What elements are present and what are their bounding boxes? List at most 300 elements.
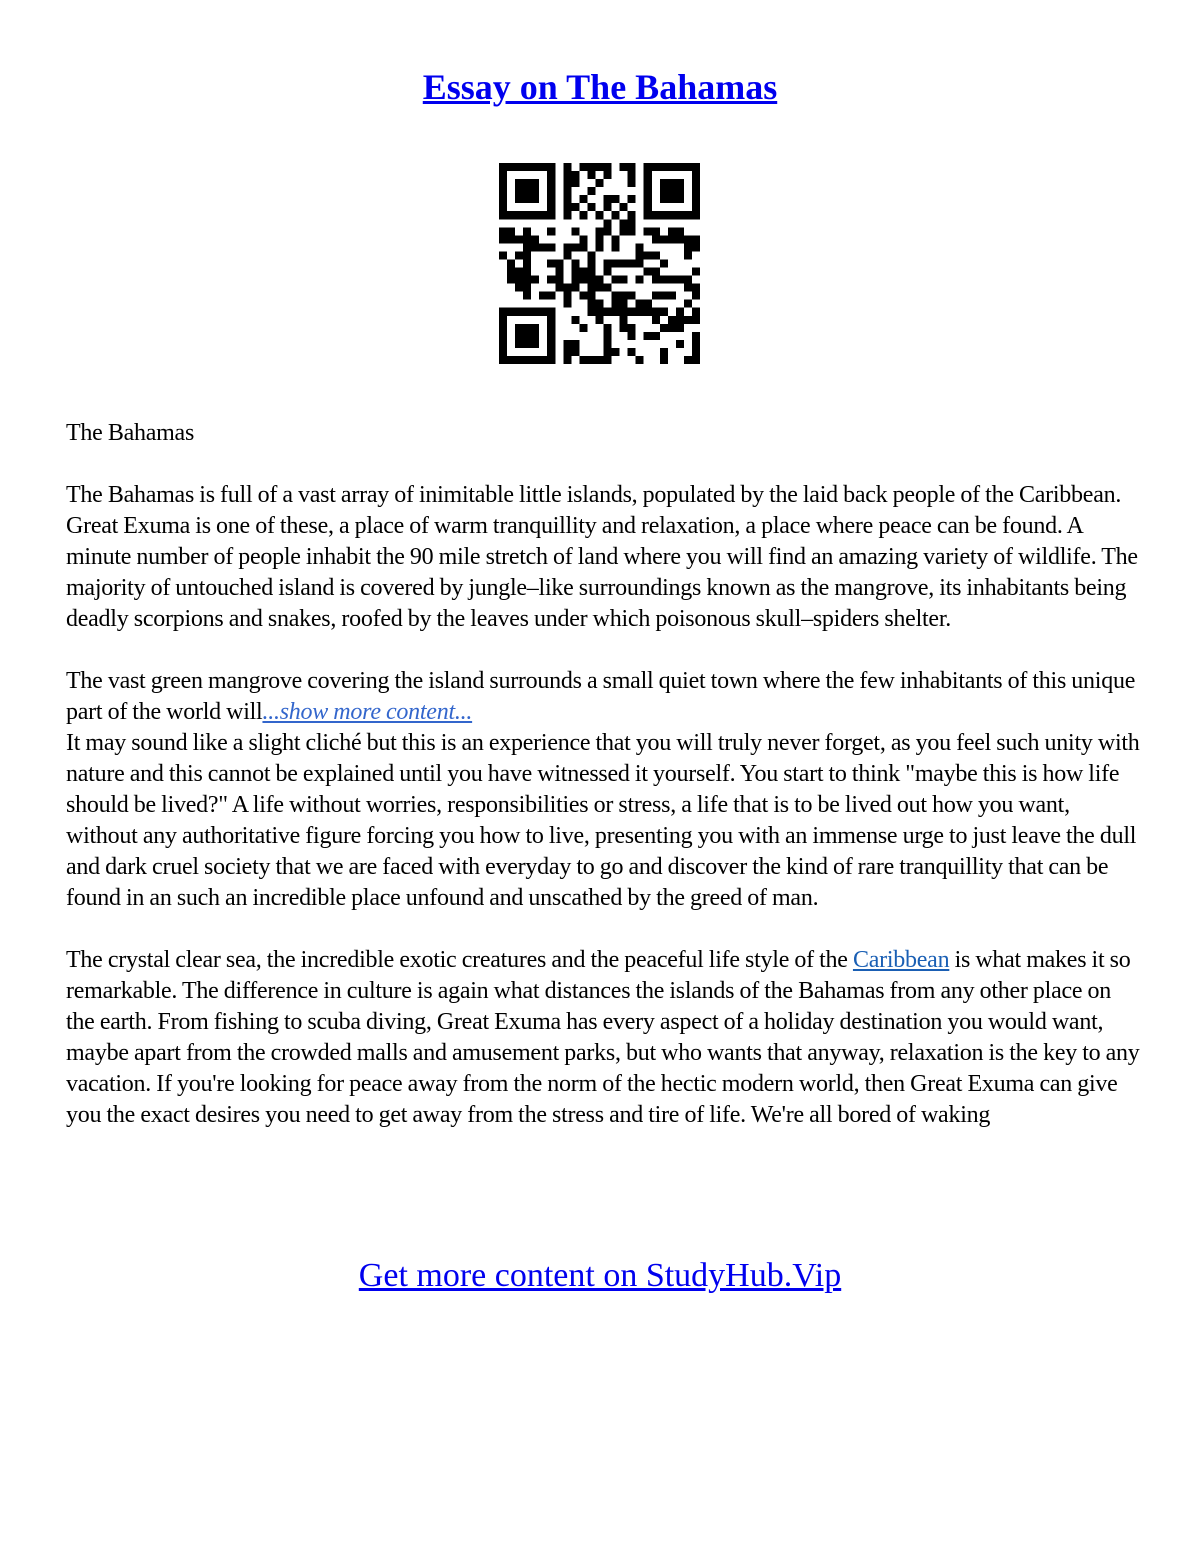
qr-module [571, 348, 579, 356]
qr-module [684, 316, 692, 324]
qr-module [579, 324, 587, 332]
qr-module [652, 316, 660, 324]
qr-module [547, 292, 555, 300]
qr-module [515, 324, 523, 332]
qr-module [660, 235, 668, 243]
qr-module [523, 284, 531, 292]
qr-module [499, 356, 507, 364]
qr-module [644, 251, 652, 259]
qr-module [676, 211, 684, 219]
qr-module [587, 300, 595, 308]
qr-module [676, 276, 684, 284]
qr-module [547, 171, 555, 179]
qr-module [684, 211, 692, 219]
qr-module [507, 211, 515, 219]
qr-module [515, 251, 523, 259]
qr-module [604, 203, 612, 211]
qr-module [515, 268, 523, 276]
qr-module [515, 284, 523, 292]
qr-module [499, 316, 507, 324]
qr-module [612, 292, 620, 300]
qr-module [523, 251, 531, 259]
qr-module [684, 251, 692, 259]
qr-module [676, 179, 684, 187]
qr-module [579, 276, 587, 284]
qr-module [579, 292, 587, 300]
qr-module [499, 227, 507, 235]
qr-module [644, 187, 652, 195]
qr-module [612, 211, 620, 219]
qr-module [660, 195, 668, 203]
qr-module [620, 259, 628, 267]
qr-module [676, 308, 684, 316]
qr-module [652, 268, 660, 276]
qr-module [539, 292, 547, 300]
qr-module [644, 203, 652, 211]
qr-module [531, 340, 539, 348]
qr-module [684, 163, 692, 171]
qr-module [499, 171, 507, 179]
qr-module [507, 276, 515, 284]
qr-module [523, 163, 531, 171]
qr-module [660, 356, 668, 364]
qr-module [531, 163, 539, 171]
qr-module [587, 276, 595, 284]
qr-module [547, 243, 555, 251]
qr-module [595, 179, 603, 187]
qr-module [531, 324, 539, 332]
qr-module [692, 292, 700, 300]
paragraph-4-start: The crystal clear sea, the incredible exotic creatures and the peaceful life style of the [66, 947, 848, 973]
show-more-link[interactable]: ...show more content... [262, 699, 473, 725]
qr-module [644, 300, 652, 308]
qr-module [620, 292, 628, 300]
qr-module [595, 211, 603, 219]
qr-module [547, 203, 555, 211]
qr-module [507, 356, 515, 364]
qr-module [555, 276, 563, 284]
qr-module [531, 187, 539, 195]
qr-module [523, 243, 531, 251]
qr-module [676, 195, 684, 203]
qr-module [612, 235, 620, 243]
qr-module [676, 227, 684, 235]
qr-module [579, 163, 587, 171]
qr-module [668, 163, 676, 171]
qr-module [620, 316, 628, 324]
qr-module [660, 259, 668, 267]
qr-module [587, 284, 595, 292]
qr-module [644, 268, 652, 276]
qr-module [515, 308, 523, 316]
qr-module [660, 292, 668, 300]
qr-module [515, 340, 523, 348]
qr-module [563, 179, 571, 187]
qr-module [507, 259, 515, 267]
qr-module [595, 235, 603, 243]
qr-module [563, 211, 571, 219]
qr-module [587, 171, 595, 179]
qr-module [571, 203, 579, 211]
qr-module [668, 179, 676, 187]
qr-module [579, 211, 587, 219]
qr-module [636, 251, 644, 259]
qr-module [579, 268, 587, 276]
studyhub-link[interactable]: Get more content on StudyHub.Vip [358, 1257, 842, 1294]
qr-module [499, 235, 507, 243]
qr-module [668, 211, 676, 219]
qr-module [547, 324, 555, 332]
qr-module [604, 195, 612, 203]
qr-module [604, 219, 612, 227]
qr-module [604, 332, 612, 340]
qr-module [604, 268, 612, 276]
qr-module [571, 316, 579, 324]
qr-module [523, 308, 531, 316]
qr-module [612, 300, 620, 308]
qr-module [595, 284, 603, 292]
qr-module [531, 356, 539, 364]
qr-module [692, 195, 700, 203]
qr-module [652, 251, 660, 259]
essay-body [66, 418, 1141, 1162]
qr-module [587, 356, 595, 364]
qr-module [563, 356, 571, 364]
qr-module [668, 235, 676, 243]
caribbean-link[interactable]: Caribbean [852, 947, 950, 973]
qr-module [604, 259, 612, 267]
qr-module [692, 348, 700, 356]
qr-module [563, 195, 571, 203]
qr-module [523, 332, 531, 340]
qr-module [595, 316, 603, 324]
qr-module [660, 187, 668, 195]
qr-module [563, 348, 571, 356]
qr-module [660, 276, 668, 284]
qr-module [539, 163, 547, 171]
qr-module [692, 243, 700, 251]
qr-module [523, 268, 531, 276]
qr-module [563, 284, 571, 292]
qr-module [595, 243, 603, 251]
qr-module [579, 243, 587, 251]
qr-module [628, 227, 636, 235]
qr-module [684, 235, 692, 243]
qr-module [604, 163, 612, 171]
qr-module [684, 284, 692, 292]
qr-module [531, 211, 539, 219]
qr-module [531, 179, 539, 187]
qr-module [587, 268, 595, 276]
qr-module [499, 203, 507, 211]
qr-module [636, 300, 644, 308]
qr-module [523, 356, 531, 364]
qr-module [523, 292, 531, 300]
qr-module [547, 179, 555, 187]
qr-module [555, 268, 563, 276]
qr-module [652, 227, 660, 235]
qr-module [620, 324, 628, 332]
qr-module [604, 227, 612, 235]
qr-module [531, 235, 539, 243]
qr-module [692, 179, 700, 187]
qr-module [499, 163, 507, 171]
qr-module [620, 203, 628, 211]
qr-module [595, 356, 603, 364]
qr-module [587, 187, 595, 195]
qr-module [563, 163, 571, 171]
qr-module [676, 340, 684, 348]
qr-module [547, 356, 555, 364]
qr-module [499, 324, 507, 332]
qr-module [644, 227, 652, 235]
qr-module [652, 211, 660, 219]
qr-module [563, 203, 571, 211]
qr-module [692, 171, 700, 179]
qr-module [507, 163, 515, 171]
qr-module [515, 356, 523, 364]
qr-module [547, 340, 555, 348]
paragraph-4 [66, 945, 1141, 1131]
qr-module [636, 276, 644, 284]
qr-module [676, 163, 684, 171]
qr-module [660, 179, 668, 187]
qr-module [531, 195, 539, 203]
paragraph-2-text: The vast green mangrove covering the island surrounds a small quiet town where the few inhabitants of this unique part of the world will [66, 668, 1136, 725]
qr-module [620, 163, 628, 171]
qr-module [668, 227, 676, 235]
qr-module [547, 163, 555, 171]
qr-module [628, 332, 636, 340]
qr-module [595, 227, 603, 235]
qr-module [628, 259, 636, 267]
qr-module [523, 211, 531, 219]
qr-module [628, 308, 636, 316]
qr-module [644, 179, 652, 187]
qr-module [620, 300, 628, 308]
qr-module [523, 179, 531, 187]
qr-module [604, 308, 612, 316]
paragraph-4-end: is what makes it so remarkable. The difference in culture is again what distances the islands of the Bahamas from any other place on the earth. From fishing to scuba diving, Great Exuma has every aspect of a holiday destination you would want, maybe apart from the crowded malls and amusement parks, but who wants that anyway, relaxation is the key to any vacation. If you're looking for peace away from the norm of the hectic modern world, then Great Exuma can give you the exact desires you need to get away from the stress and tire of life. We're all bored of waking [66, 947, 1140, 1128]
qr-module [515, 179, 523, 187]
qr-module [628, 163, 636, 171]
qr-module [692, 163, 700, 171]
qr-module [604, 340, 612, 348]
qr-module [692, 316, 700, 324]
qr-module [676, 324, 684, 332]
qr-module [604, 171, 612, 179]
qr-module [652, 276, 660, 284]
qr-module [563, 187, 571, 195]
qr-module [587, 163, 595, 171]
page-title [0, 64, 1200, 110]
qr-module [515, 276, 523, 284]
qr-module [515, 211, 523, 219]
qr-module [676, 316, 684, 324]
qr-module [692, 340, 700, 348]
qr-module [644, 195, 652, 203]
qr-module [692, 308, 700, 316]
qr-module [604, 284, 612, 292]
qr-module [612, 276, 620, 284]
qr-module [612, 195, 620, 203]
qr-module [547, 308, 555, 316]
qr-module [684, 356, 692, 364]
qr-module [523, 259, 531, 267]
qr-module [604, 324, 612, 332]
qr-module [555, 284, 563, 292]
qr-module [644, 171, 652, 179]
qr-module [571, 259, 579, 267]
qr-module [628, 292, 636, 300]
qr-module [547, 348, 555, 356]
qr-module [644, 332, 652, 340]
qr-module [563, 300, 571, 308]
qr-module [628, 195, 636, 203]
qr-module [612, 308, 620, 316]
essay-heading: The Bahamas [66, 420, 195, 446]
qr-module [660, 348, 668, 356]
qr-module [620, 227, 628, 235]
qr-module [547, 276, 555, 284]
qr-module [571, 171, 579, 179]
qr-module [692, 203, 700, 211]
qr-module [531, 308, 539, 316]
qr-module [628, 171, 636, 179]
qr-module [628, 324, 636, 332]
qr-module [652, 292, 660, 300]
qr-code-icon [499, 163, 700, 364]
qr-module [531, 243, 539, 251]
qr-module [587, 292, 595, 300]
qr-module [523, 227, 531, 235]
qr-module [539, 243, 547, 251]
qr-module [652, 308, 660, 316]
qr-module [692, 268, 700, 276]
qr-module [547, 332, 555, 340]
qr-module [523, 276, 531, 284]
qr-module [628, 348, 636, 356]
qr-module [636, 259, 644, 267]
qr-module [692, 235, 700, 243]
qr-module [668, 292, 676, 300]
qr-module [515, 332, 523, 340]
qr-module [523, 324, 531, 332]
qr-module [507, 308, 515, 316]
qr-module [604, 356, 612, 364]
qr-module [499, 332, 507, 340]
qr-module [652, 332, 660, 340]
qr-module [668, 324, 676, 332]
qr-module [595, 163, 603, 171]
qr-module [636, 356, 644, 364]
qr-module [660, 163, 668, 171]
qr-module [676, 235, 684, 243]
qr-module [587, 308, 595, 316]
qr-module [692, 187, 700, 195]
qr-module [668, 276, 676, 284]
qr-module [660, 308, 668, 316]
qr-module [499, 179, 507, 187]
qr-module [539, 356, 547, 364]
qr-module [628, 179, 636, 187]
qr-module [636, 308, 644, 316]
qr-module [660, 211, 668, 219]
qr-module [571, 276, 579, 284]
qr-module [499, 211, 507, 219]
qr-module [684, 276, 692, 284]
qr-module [563, 251, 571, 259]
qr-module [612, 348, 620, 356]
qr-module [571, 268, 579, 276]
qr-module [620, 308, 628, 316]
qr-module [555, 259, 563, 267]
qr-module [563, 171, 571, 179]
qr-module [547, 187, 555, 195]
qr-module [571, 284, 579, 292]
qr-module [499, 195, 507, 203]
qr-module [579, 356, 587, 364]
qr-module [668, 195, 676, 203]
qr-module [499, 340, 507, 348]
qr-module [547, 259, 555, 267]
qr-module [579, 235, 587, 243]
qr-module [676, 187, 684, 195]
qr-module [523, 187, 531, 195]
qr-module [652, 163, 660, 171]
qr-module [595, 308, 603, 316]
qr-module [620, 219, 628, 227]
qr-module [668, 316, 676, 324]
qr-module [628, 219, 636, 227]
qr-module [523, 340, 531, 348]
qr-module [531, 276, 539, 284]
qr-module [571, 227, 579, 235]
qr-module [571, 243, 579, 251]
qr-module [644, 308, 652, 316]
qr-module [499, 308, 507, 316]
qr-module [684, 243, 692, 251]
qr-module [515, 195, 523, 203]
qr-module [547, 227, 555, 235]
qr-module [595, 276, 603, 284]
title-link[interactable]: Essay on The Bahamas [422, 67, 778, 107]
qr-module [507, 235, 515, 243]
qr-module [587, 251, 595, 259]
qr-module [692, 356, 700, 364]
qr-module [499, 251, 507, 259]
qr-module [563, 243, 571, 251]
qr-module [692, 211, 700, 219]
qr-module [523, 235, 531, 243]
qr-module [692, 284, 700, 292]
qr-module [539, 308, 547, 316]
qr-module [571, 179, 579, 187]
qr-module [644, 211, 652, 219]
qr-module [636, 243, 644, 251]
paragraph-2 [66, 666, 1141, 728]
qr-module [539, 211, 547, 219]
qr-module [587, 259, 595, 267]
footer [0, 1254, 1200, 1298]
qr-module [684, 300, 692, 308]
qr-module [507, 268, 515, 276]
qr-module [531, 332, 539, 340]
paragraph-3: It may sound like a slight cliché but this is an experience that you will truly never forget, as you feel such unity with nature and this cannot be explained until you have witnessed it yourself. You start to think "maybe this is how life should be lived?" A life without worries, responsibilities or stress, a life that is to be lived out how you want, without any authoritative figure forcing you how to live, presenting you with an immense urge to just leave the dull and dark cruel society that we are faced with everyday to go and discover the kind of rare tranquillity that can be found in an such an incredible place unfound and unscathed by the greed of man. [66, 730, 1140, 911]
qr-module [499, 187, 507, 195]
qr-module [612, 243, 620, 251]
qr-module [571, 340, 579, 348]
